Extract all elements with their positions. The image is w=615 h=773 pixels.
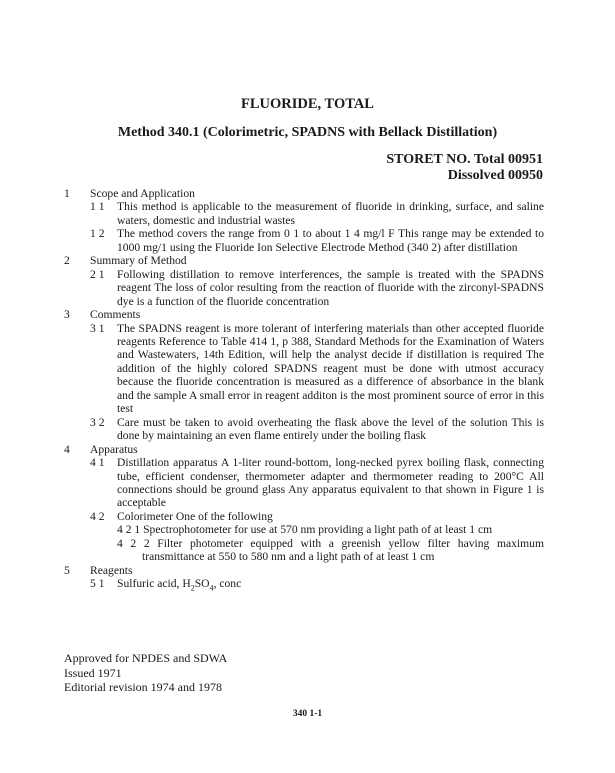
paragraph: [90, 416, 544, 443]
paragraph-number: 2 1: [90, 267, 105, 281]
storet-numbers: [386, 152, 543, 184]
paragraph-number: 3 2: [90, 415, 105, 429]
section-heading: [64, 443, 544, 456]
storet-dissolved: Dissolved 00950: [447, 168, 543, 183]
paragraph-number: 4 2: [90, 509, 105, 523]
paragraph-number: 1 1: [90, 200, 105, 214]
subparagraph: [117, 537, 544, 564]
text: Sulfuric acid, H: [117, 577, 191, 591]
section-number: 4: [64, 442, 70, 456]
section-title: Reagents: [90, 563, 133, 577]
subscript: 2: [190, 583, 195, 593]
section-title: Summary of Method: [90, 254, 187, 268]
document-body: [64, 187, 544, 595]
subparagraph: [117, 523, 544, 536]
paragraph: [90, 200, 544, 227]
issued-note: Issued 1971: [64, 665, 122, 680]
approval-note: Approved for NPDES and SDWA: [64, 651, 228, 665]
method-subtitle: Method 340.1 (Colorimetric, SPADNS with Bellack Distillation): [117, 125, 498, 140]
paragraph: [90, 456, 544, 510]
section-heading: [64, 308, 544, 321]
section-heading: [64, 187, 544, 200]
paragraph-text: Colorimeter One of the following: [117, 509, 273, 523]
footer-notes: [64, 651, 227, 695]
section-number: 1: [64, 187, 70, 200]
section-number: 5: [64, 563, 70, 577]
paragraph-number: 5 1: [90, 577, 105, 591]
paragraph-text: The method covers the range from 0 1 to about 1 4 mg/l F This range may be extended to 1000 mg/1 using the Fluoride Ion Selective Electrode Method (340 2) after distillation: [117, 227, 544, 254]
subparagraph-text: Filter photometer equipped with a greenish yellow filter having maximum transmittance at 550 to 580 nm and a light path of at least 1 cm: [142, 536, 544, 564]
revision-note: Editorial revision 1974 and 1978: [64, 680, 222, 694]
paragraph: [90, 577, 544, 595]
subscript: 4: [209, 583, 214, 593]
section-number: 2: [64, 254, 70, 268]
subparagraph-number: 4 2 2: [117, 536, 150, 550]
paragraph-text: This method is applicable to the measurement of fluoride in drinking, surface, and saline waters, domestic and industrial wastes: [117, 200, 544, 227]
page-number: 340 1-1: [292, 709, 323, 719]
paragraph-number: 4 1: [90, 456, 105, 470]
section-number: 3: [64, 308, 70, 322]
storet-total: STORET NO. Total 00951: [386, 152, 543, 167]
paragraph-number: 1 2: [90, 227, 105, 241]
section-title: Comments: [90, 308, 141, 322]
subparagraph-number: 4 2 1: [117, 523, 141, 537]
section-title: Apparatus: [90, 442, 138, 456]
paragraph: [90, 510, 544, 523]
section-heading: [64, 564, 544, 577]
paragraph-text: The SPADNS reagent is more tolerant of interfering materials than other accepted fluoride reagents Reference to Table 414 1, p 388, Standard Methods for the Examination of Waters and Wastewaters, 14th Edition, will help the analyst decide if distillation is required The addition of the highly colored SPADNS reagent must be done with utmost accuracy because the fluoride concentration is measured as a difference of absorbance in the blank and the sample A small error in reagent additon is the most prominent source of error in this test: [117, 321, 544, 416]
paragraph: [90, 227, 544, 254]
paragraph: [90, 268, 544, 308]
document-title: FLUORIDE, TOTAL: [241, 96, 374, 112]
paragraph-text: Following distillation to remove interferences, the sample is treated with the SPADNS reagent The loss of color resulting from the reaction of fluoride with the zirconyl-SPADNS dye is a function of the fluoride concentration: [117, 267, 544, 308]
paragraph-text: Care must be taken to avoid overheating the flask above the level of the solution This is done by maintaining an even flame entirely under the boiling flask: [117, 415, 544, 443]
paragraph-text: Distillation apparatus A 1-liter round-bottom, long-necked pyrex boiling flask, connecting tube, efficient condenser, thermometer adapter and thermometer reading to 200°C All connections should be ground glass Any apparatus equivalent to that shown in Figure 1 is acceptable: [117, 456, 544, 510]
paragraph-text: [117, 577, 544, 595]
text: SO: [194, 577, 210, 591]
text: , conc: [213, 577, 242, 591]
section-heading: [64, 254, 544, 267]
section-title: Scope and Application: [90, 187, 195, 200]
paragraph-number: 3 1: [90, 321, 105, 335]
paragraph: [90, 322, 544, 416]
subparagraph-text: Spectrophotometer for use at 570 nm providing a light path of at least 1 cm: [143, 523, 493, 537]
